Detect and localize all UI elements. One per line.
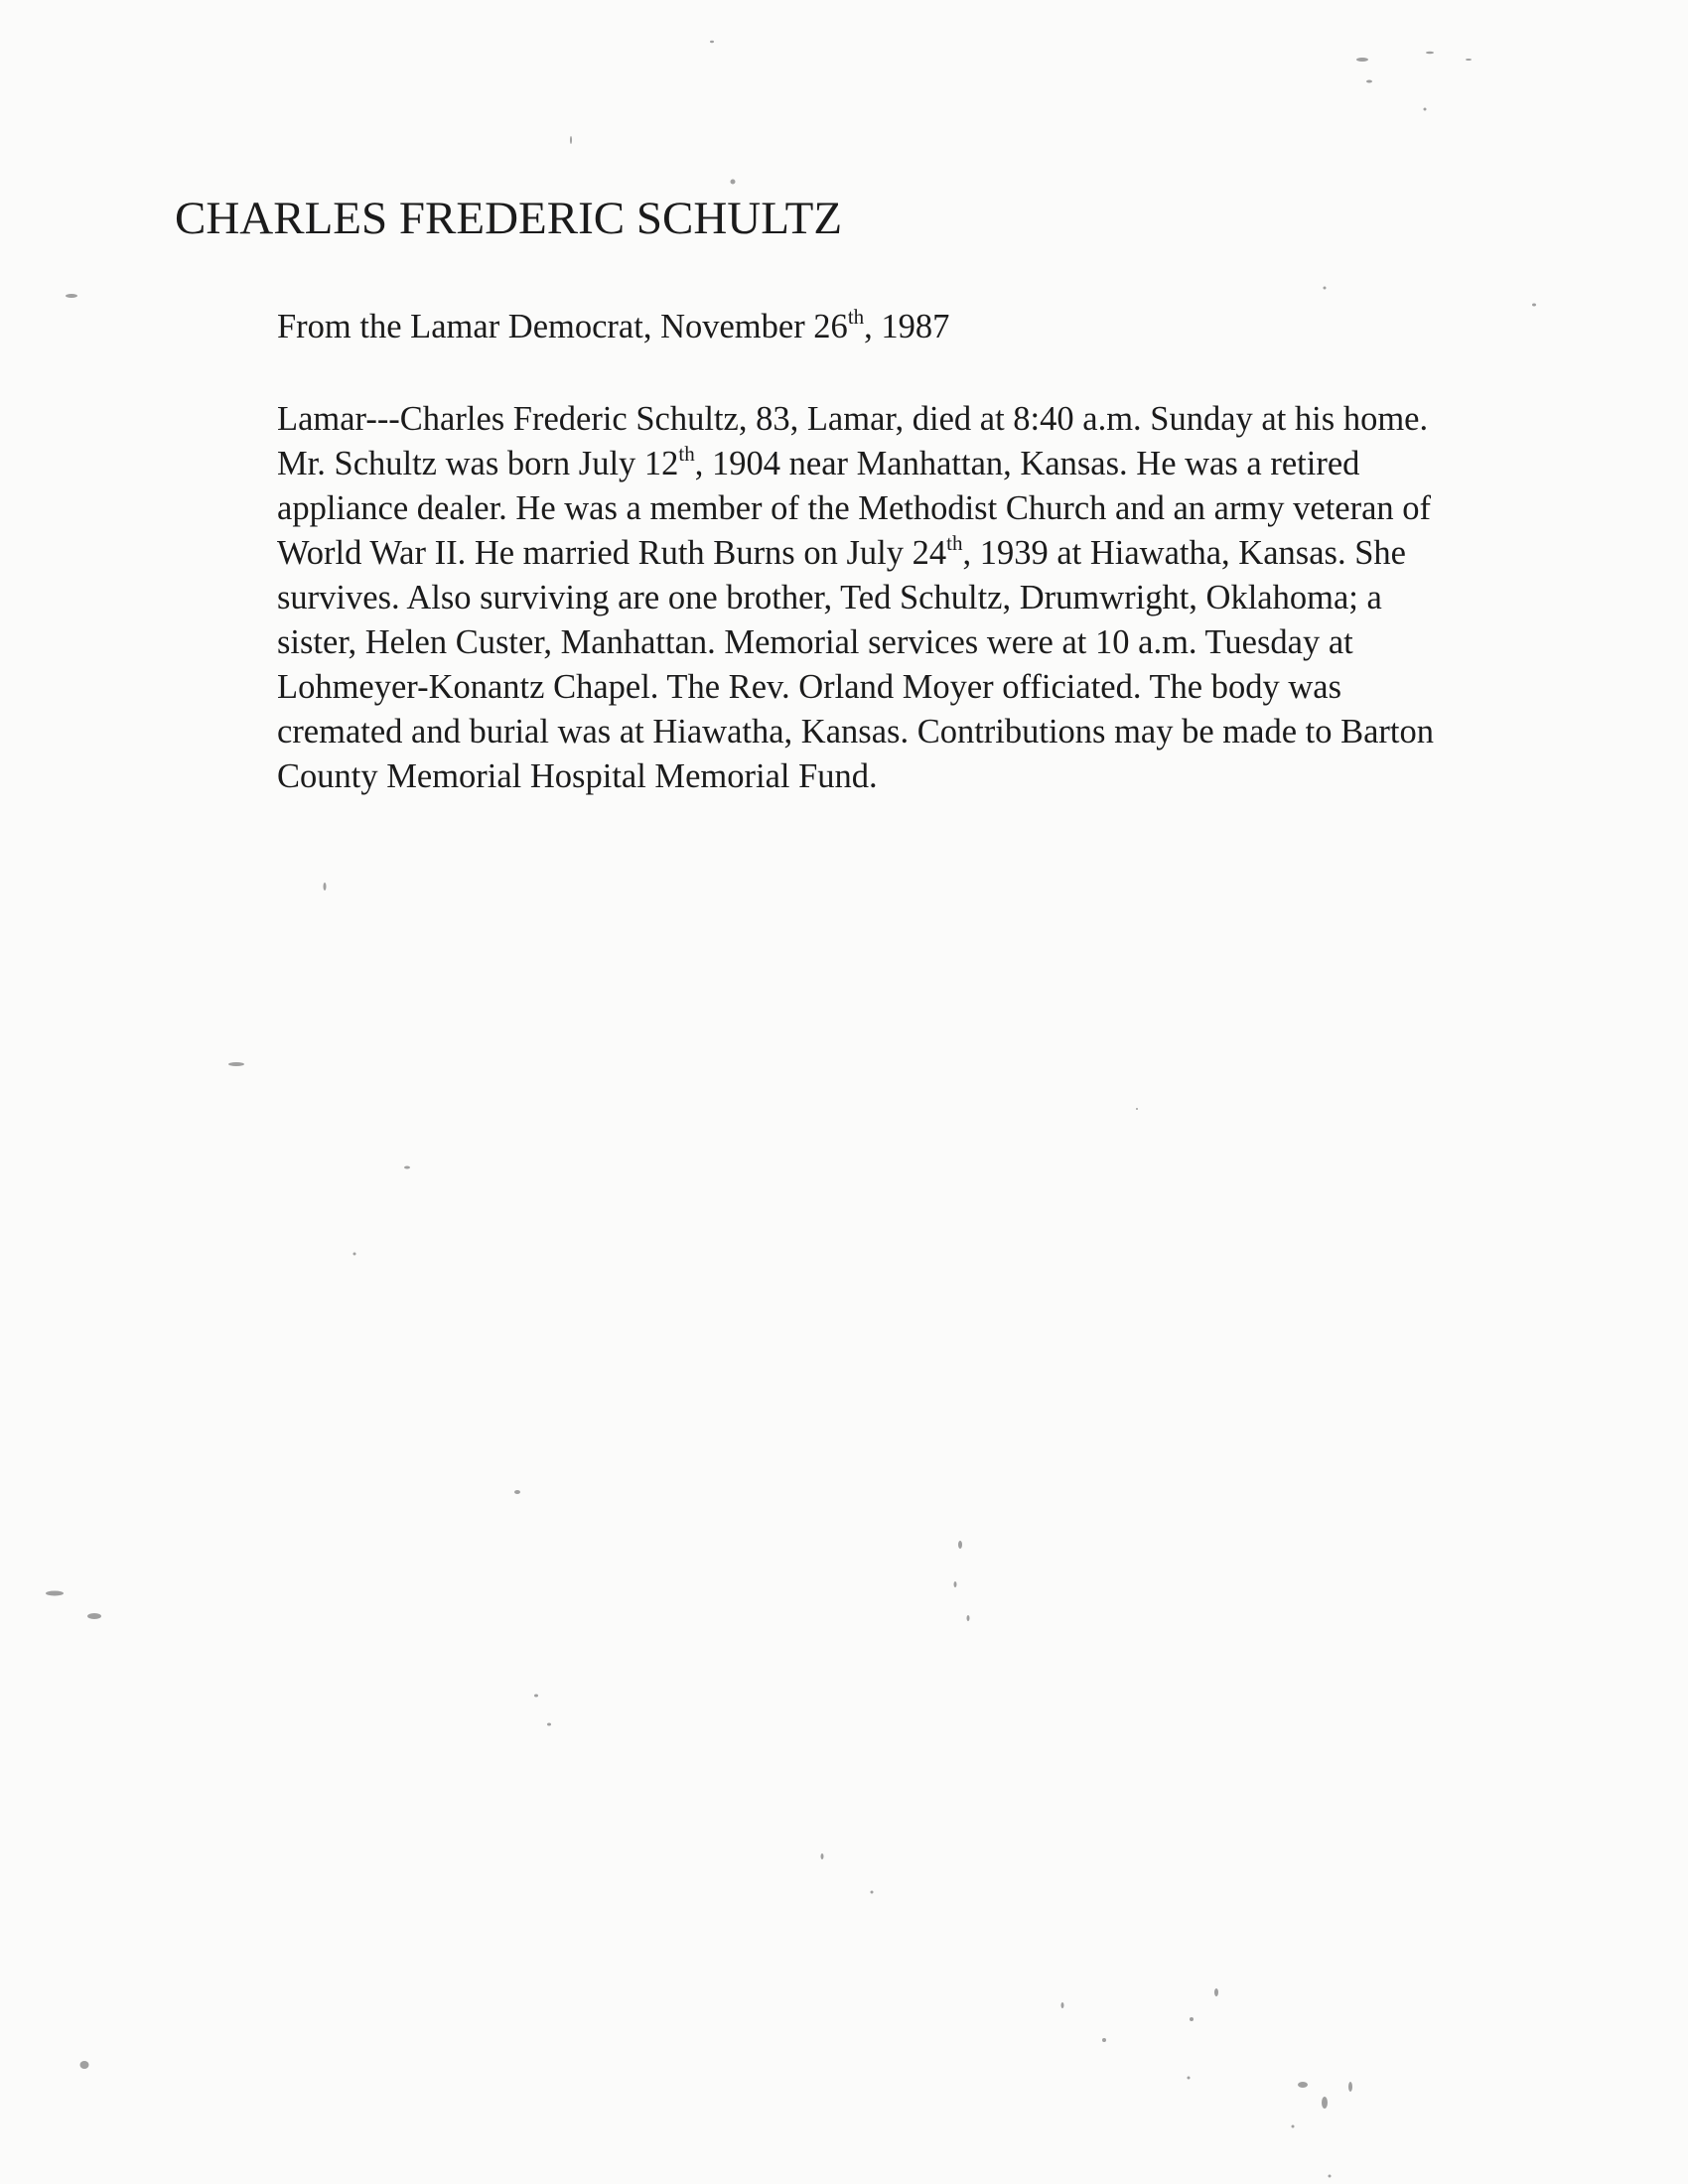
obituary-text-run: Lohmeyer-Konantz Chapel. The Rev. Orland Moyer officiated. The body was [277,668,1342,706]
obituary-text-run: Mr. Schultz was born July 12 [277,445,679,482]
ordinal-suffix: th [946,530,963,555]
obituary-text-run: Lamar---Charles Frederic Schultz, 83, Lamar, died at 8:40 a.m. Sunday at his home. [277,400,1429,438]
obituary-line [277,754,1434,799]
obituary-line [277,531,1434,576]
ordinal-suffix: th [678,441,695,466]
obituary-text-run: sister, Helen Custer, Manhattan. Memorial services were at 10 a.m. Tuesday at [277,623,1353,661]
source-text: From the Lamar Democrat, November 26 [277,308,848,345]
source-day-suffix: th [847,304,865,329]
page-title: CHARLES FREDERIC SCHULTZ [175,193,843,244]
obituary-text-run: , 1904 near Manhattan, Kansas. He was a retired [694,445,1360,482]
obituary-line [277,442,1434,486]
obituary-text-run: World War II. He married Ruth Burns on July 24 [277,534,947,572]
obituary-line [277,620,1434,665]
obituary-text [277,397,1434,799]
source-line [277,306,949,347]
obituary-line [277,576,1434,620]
obituary-text-run: survives. Also surviving are one brother, Ted Schultz, Drumwright, Oklahoma; a [277,579,1382,616]
obituary-text-run: cremated and burial was at Hiawatha, Kansas. Contributions may be made to Barton [277,713,1434,751]
obituary-line [277,397,1434,442]
obituary-text-run: , 1939 at Hiawatha, Kansas. She [962,534,1406,572]
source-year: , 1987 [864,308,950,345]
obituary-line [277,710,1434,754]
obituary-line [277,665,1434,710]
obituary-text-run: County Memorial Hospital Memorial Fund. [277,757,878,795]
obituary-line [277,486,1434,531]
obituary-text-run: appliance dealer. He was a member of the Methodist Church and an army veteran of [277,489,1432,527]
